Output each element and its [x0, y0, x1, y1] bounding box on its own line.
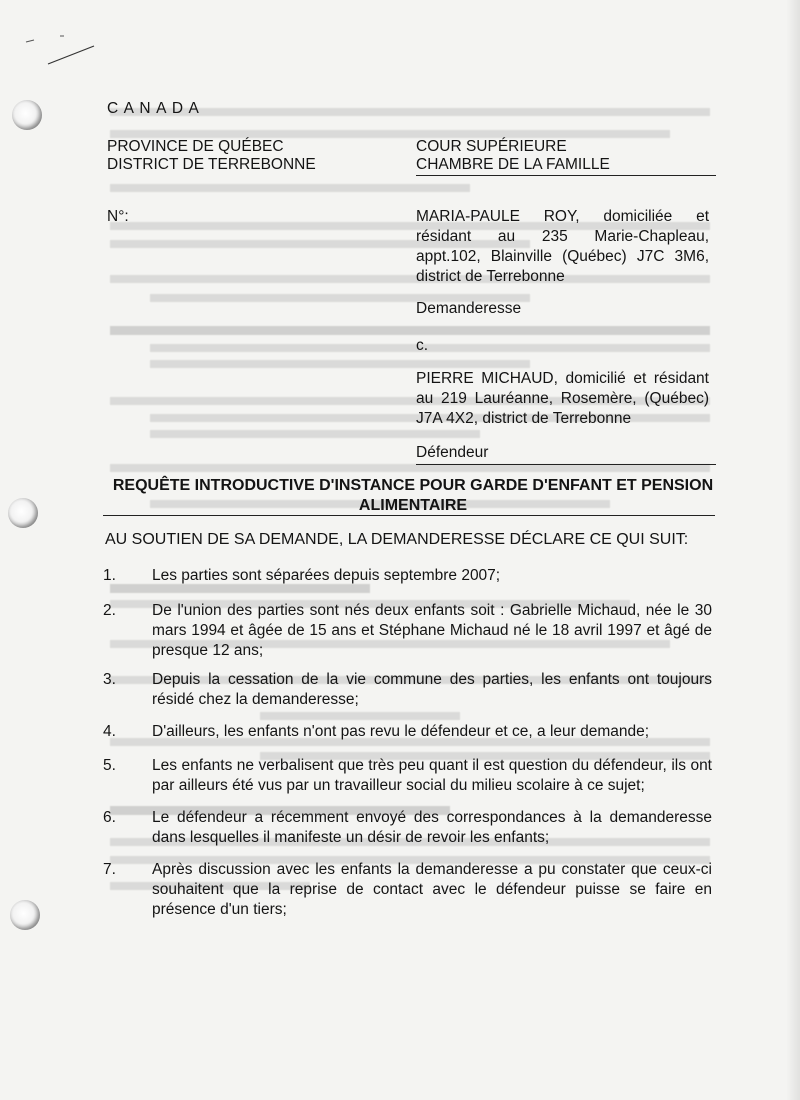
list-item-number: 2.	[103, 602, 116, 619]
intro-statement: AU SOUTIEN DE SA DEMANDE, LA DEMANDERESSE DÉCLARE CE QUI SUIT:	[105, 531, 689, 548]
header-rule	[416, 175, 716, 176]
province-label: PROVINCE DE QUÉBEC	[107, 138, 284, 155]
document-title-line-2: ALIMENTAIRE	[358, 497, 468, 514]
country-label: C A N A D A	[107, 100, 200, 117]
punch-hole-bottom	[10, 900, 40, 930]
district-label: DISTRICT DE TERREBONNE	[107, 156, 316, 173]
list-item-number: 3.	[103, 671, 116, 688]
list-item-number: 7.	[103, 861, 116, 878]
list-item-number: 6.	[103, 809, 116, 826]
page-edge	[786, 0, 800, 1100]
versus-label: c.	[416, 337, 429, 354]
title-rule	[103, 515, 715, 516]
list-item: Après discussion avec les enfants la demanderesse a pu constater que ceux-ci souhaitent que la reprise de contact avec le défendeur puisse se faire en présence d'un tiers;	[152, 861, 712, 918]
plaintiff-details: MARIA-PAULE ROY, domiciliée et résidant au 235 Marie-Chapleau, appt.102, Blainville (Québec) J7C 3M6, district de Terrebonne	[416, 208, 709, 285]
list-item-number: 5.	[103, 757, 116, 774]
punch-hole-top	[12, 100, 42, 130]
list-item: Les parties sont séparées depuis septembre 2007;	[152, 567, 501, 584]
list-item-number: 4.	[103, 723, 116, 740]
list-item: Le défendeur a récemment envoyé des correspondances à la demanderesse dans lesquelles il manifeste un désir de revoir les enfants;	[152, 809, 712, 846]
chamber-label: CHAMBRE DE LA FAMILLE	[416, 156, 610, 173]
punch-hole-middle	[8, 498, 38, 528]
parties-rule	[416, 464, 716, 465]
list-item-number: 1.	[103, 567, 116, 584]
list-item: De l'union des parties sont nés deux enfants soit : Gabrielle Michaud, née le 30 mars 1994 et âgée de 15 ans et Stéphane Michaud né le 18 avril 1997 et âgé de presque 12 ans;	[152, 602, 712, 659]
list-item: D'ailleurs, les enfants n'ont pas revu le défendeur et ce, a leur demande;	[152, 723, 650, 740]
file-number-label: N°:	[107, 208, 129, 225]
plaintiff-role: Demanderesse	[416, 300, 522, 317]
list-item: Depuis la cessation de la vie commune des parties, les enfants ont toujours résidé chez la demanderesse;	[152, 671, 712, 708]
document-title-line-1: REQUÊTE INTRODUCTIVE D'INSTANCE POUR GARDE D'ENFANT ET PENSION	[112, 477, 714, 494]
court-label: COUR SUPÉRIEURE	[416, 138, 567, 155]
pen-mark-icon	[20, 30, 100, 70]
defendant-details: PIERRE MICHAUD, domicilié et résidant au 219 Lauréanne, Rosemère, (Québec) J7A 4X2, district de Terrebonne	[416, 370, 709, 427]
list-item: Les enfants ne verbalisent que très peu quant il est question du défendeur, ils ont par ailleurs été vus par un travailleur social du milieu scolaire à ce sujet;	[152, 757, 712, 794]
defendant-role: Défendeur	[416, 444, 489, 461]
